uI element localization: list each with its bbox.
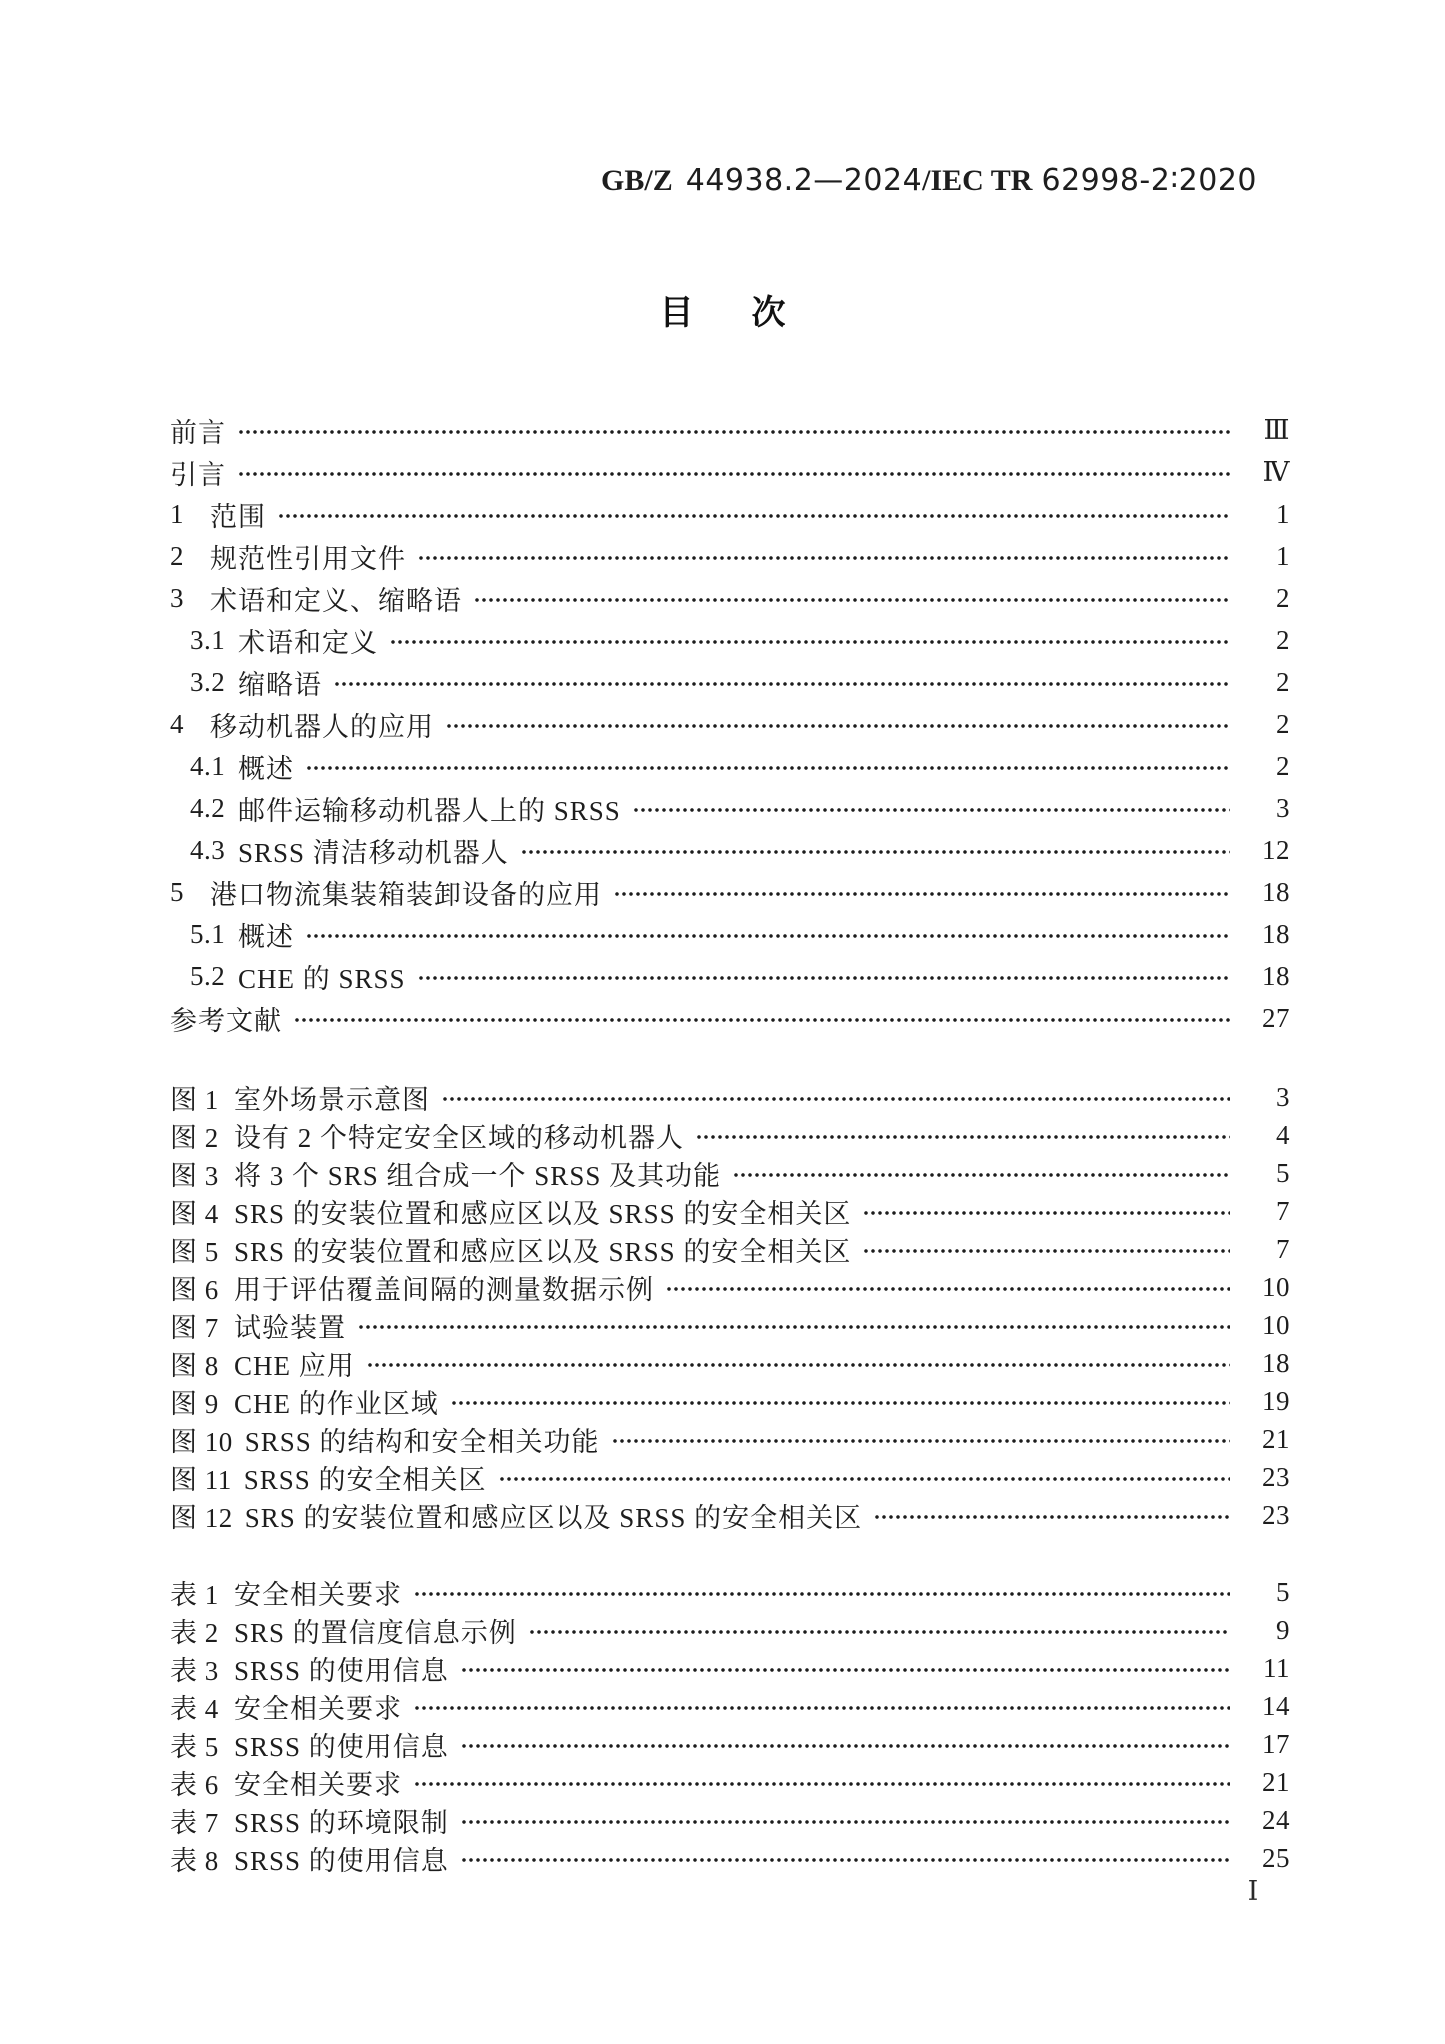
toc-entry bbox=[170, 997, 1290, 1039]
entry-number: 4.2 bbox=[190, 792, 226, 823]
figure-entry bbox=[170, 1230, 1290, 1268]
standard-number-part: GB/Z bbox=[601, 164, 673, 197]
entry-label: SRSS 清洁移动机器人 bbox=[238, 837, 509, 868]
figure-entry bbox=[170, 1306, 1290, 1344]
figure-entry bbox=[170, 1496, 1290, 1534]
dot-leader bbox=[418, 975, 1230, 981]
dot-leader bbox=[461, 1819, 1230, 1825]
entry-number: 2 bbox=[170, 540, 184, 571]
entry-label: 安全相关要求 bbox=[234, 1693, 402, 1724]
entry-label: CHE 应用 bbox=[234, 1350, 355, 1381]
entry-page: 2 bbox=[1276, 582, 1290, 613]
entry-page: 24 bbox=[1262, 1804, 1290, 1835]
entry-number: 图 6 bbox=[170, 1274, 219, 1305]
figure-entry bbox=[170, 1116, 1290, 1154]
dot-leader bbox=[499, 1476, 1230, 1482]
standard-number-part: /IEC TR bbox=[922, 164, 1033, 197]
entry-page: 18 bbox=[1262, 960, 1290, 991]
figure-entry bbox=[170, 1344, 1290, 1382]
toc-entry bbox=[170, 955, 1290, 997]
dot-leader bbox=[863, 1248, 1230, 1254]
entry-number: 5.2 bbox=[190, 960, 226, 991]
dot-leader bbox=[238, 429, 1230, 435]
entry-page: 9 bbox=[1276, 1614, 1290, 1645]
entry-number: 3.2 bbox=[190, 666, 226, 697]
page-title bbox=[0, 292, 1445, 334]
dot-leader bbox=[529, 1629, 1230, 1635]
figure-entry bbox=[170, 1458, 1290, 1496]
entry-number: 图 10 bbox=[170, 1426, 233, 1457]
dot-leader bbox=[451, 1400, 1230, 1406]
dot-leader bbox=[521, 849, 1230, 855]
table-entry bbox=[170, 1801, 1290, 1839]
dot-leader bbox=[461, 1743, 1230, 1749]
entry-number: 图 8 bbox=[170, 1350, 219, 1381]
entry-label: SRSS 的环境限制 bbox=[234, 1807, 449, 1838]
entry-page: 2 bbox=[1276, 624, 1290, 655]
toc-entry bbox=[170, 577, 1290, 619]
table-entry bbox=[170, 1649, 1290, 1687]
dot-leader bbox=[390, 639, 1230, 645]
entry-number: 1 bbox=[170, 498, 184, 529]
toc-entry bbox=[170, 829, 1290, 871]
entry-page: 19 bbox=[1262, 1385, 1290, 1416]
toc-sections-list bbox=[170, 409, 1290, 1039]
toc-tables-list bbox=[170, 1573, 1290, 1877]
standard-number-part: 62998-2∶2020 bbox=[1041, 163, 1257, 198]
entry-number: 5 bbox=[170, 876, 184, 907]
dot-leader bbox=[294, 1017, 1230, 1023]
page-title-char: 次 bbox=[751, 293, 786, 333]
standard-number-part: 44938.2—2024 bbox=[685, 163, 923, 198]
entry-page: 5 bbox=[1276, 1576, 1290, 1607]
entry-number: 表 8 bbox=[170, 1845, 219, 1876]
entry-label: 安全相关要求 bbox=[234, 1769, 402, 1800]
entry-label: SRS 的置信度信息示例 bbox=[234, 1617, 517, 1648]
entry-page: 23 bbox=[1262, 1499, 1290, 1530]
dot-leader bbox=[306, 933, 1230, 939]
entry-label: 邮件运输移动机器人上的 SRSS bbox=[238, 795, 621, 826]
dot-leader bbox=[461, 1667, 1230, 1673]
entry-label: 将 3 个 SRS 组合成一个 SRSS 及其功能 bbox=[234, 1160, 722, 1191]
dot-leader bbox=[874, 1514, 1230, 1520]
folio-page-number: Ⅰ bbox=[1247, 1876, 1259, 1906]
entry-page: 5 bbox=[1276, 1157, 1290, 1188]
toc-entry bbox=[170, 703, 1290, 745]
toc-entry bbox=[170, 787, 1290, 829]
entry-page: 1 bbox=[1276, 498, 1290, 529]
entry-page: 18 bbox=[1262, 918, 1290, 949]
toc-entry bbox=[170, 913, 1290, 955]
entry-number: 表 4 bbox=[170, 1693, 219, 1724]
figure-entry bbox=[170, 1192, 1290, 1230]
dot-leader bbox=[367, 1362, 1230, 1368]
entry-number: 4 bbox=[170, 708, 184, 739]
dot-leader bbox=[633, 807, 1230, 813]
entry-page: 7 bbox=[1276, 1195, 1290, 1226]
entry-label: CHE 的作业区域 bbox=[234, 1388, 439, 1419]
entry-page: 21 bbox=[1262, 1766, 1290, 1797]
entry-label: 设有 2 个特定安全区域的移动机器人 bbox=[234, 1122, 684, 1153]
entry-number: 图 1 bbox=[170, 1084, 219, 1115]
entry-label: 用于评估覆盖间隔的测量数据示例 bbox=[234, 1274, 654, 1305]
entry-label: 试验装置 bbox=[234, 1312, 346, 1343]
dot-leader bbox=[414, 1591, 1230, 1597]
entry-page: 2 bbox=[1276, 666, 1290, 697]
entry-page: 1 bbox=[1276, 540, 1290, 571]
entry-label: SRSS 的安全相关区 bbox=[243, 1464, 487, 1495]
entry-label: 术语和定义 bbox=[238, 627, 378, 658]
entry-number: 表 2 bbox=[170, 1617, 219, 1648]
entry-number: 表 6 bbox=[170, 1769, 219, 1800]
entry-label: 引言 bbox=[170, 459, 226, 490]
figure-entry bbox=[170, 1382, 1290, 1420]
table-entry bbox=[170, 1573, 1290, 1611]
entry-page: 2 bbox=[1276, 708, 1290, 739]
toc-entry bbox=[170, 535, 1290, 577]
toc-entry bbox=[170, 619, 1290, 661]
toc-figures-list bbox=[170, 1078, 1290, 1534]
toc-entry bbox=[170, 493, 1290, 535]
entry-number: 图 3 bbox=[170, 1160, 219, 1191]
dot-leader bbox=[334, 681, 1230, 687]
entry-label: 缩略语 bbox=[238, 669, 322, 700]
entry-number: 3.1 bbox=[190, 624, 226, 655]
entry-page: 4 bbox=[1276, 1119, 1290, 1150]
figure-entry bbox=[170, 1268, 1290, 1306]
entry-label: 港口物流集装箱装卸设备的应用 bbox=[210, 879, 602, 910]
entry-page: 25 bbox=[1262, 1842, 1290, 1873]
entry-page: 2 bbox=[1276, 750, 1290, 781]
entry-number: 表 7 bbox=[170, 1807, 219, 1838]
dot-leader bbox=[446, 723, 1230, 729]
dot-leader bbox=[278, 513, 1230, 519]
dot-leader bbox=[238, 471, 1230, 477]
entry-label: SRSS 的使用信息 bbox=[234, 1731, 449, 1762]
figure-entry bbox=[170, 1078, 1290, 1116]
entry-page: 21 bbox=[1262, 1423, 1290, 1454]
entry-number: 图 11 bbox=[170, 1464, 232, 1495]
table-entry bbox=[170, 1725, 1290, 1763]
entry-number: 3 bbox=[170, 582, 184, 613]
dot-leader bbox=[442, 1096, 1230, 1102]
dot-leader bbox=[358, 1324, 1230, 1330]
entry-label: SRSS 的使用信息 bbox=[234, 1845, 449, 1876]
toc-entry bbox=[170, 451, 1290, 493]
dot-leader bbox=[414, 1781, 1230, 1787]
table-entry bbox=[170, 1687, 1290, 1725]
entry-label: SRSS 的使用信息 bbox=[234, 1655, 449, 1686]
dot-leader bbox=[414, 1705, 1230, 1711]
dot-leader bbox=[612, 1438, 1230, 1444]
table-entry bbox=[170, 1839, 1290, 1877]
entry-label: 术语和定义、缩略语 bbox=[210, 585, 462, 616]
entry-label: 范围 bbox=[210, 501, 266, 532]
figure-entry bbox=[170, 1154, 1290, 1192]
entry-label: SRS 的安装位置和感应区以及 SRSS 的安全相关区 bbox=[234, 1198, 852, 1229]
table-entry bbox=[170, 1763, 1290, 1801]
entry-page: 14 bbox=[1262, 1690, 1290, 1721]
standard-number-header bbox=[0, 163, 1257, 199]
entry-number: 图 12 bbox=[170, 1502, 233, 1533]
entry-page: 7 bbox=[1276, 1233, 1290, 1264]
dot-leader bbox=[474, 597, 1230, 603]
entry-page: 3 bbox=[1276, 792, 1290, 823]
entry-number: 5.1 bbox=[190, 918, 226, 949]
entry-label: 前言 bbox=[170, 417, 226, 448]
dot-leader bbox=[461, 1857, 1230, 1863]
table-entry bbox=[170, 1611, 1290, 1649]
entry-number: 图 7 bbox=[170, 1312, 219, 1343]
entry-number: 图 9 bbox=[170, 1388, 219, 1419]
dot-leader bbox=[418, 555, 1230, 561]
toc-entry bbox=[170, 409, 1290, 451]
dot-leader bbox=[863, 1210, 1230, 1216]
entry-page: 23 bbox=[1262, 1461, 1290, 1492]
entry-label: SRSS 的结构和安全相关功能 bbox=[244, 1426, 600, 1457]
entry-page: 27 bbox=[1262, 1002, 1290, 1033]
entry-number: 4.1 bbox=[190, 750, 226, 781]
entry-page: 17 bbox=[1262, 1728, 1290, 1759]
entry-page: 10 bbox=[1262, 1309, 1290, 1340]
dot-leader bbox=[666, 1286, 1230, 1292]
figure-entry bbox=[170, 1420, 1290, 1458]
dot-leader bbox=[733, 1172, 1230, 1178]
entry-number: 表 5 bbox=[170, 1731, 219, 1762]
entry-label: 参考文献 bbox=[170, 1005, 282, 1036]
entry-page: 3 bbox=[1276, 1081, 1290, 1112]
entry-label: 室外场景示意图 bbox=[234, 1084, 430, 1115]
entry-number: 表 3 bbox=[170, 1655, 219, 1686]
entry-page: 10 bbox=[1262, 1271, 1290, 1302]
entry-label: CHE 的 SRSS bbox=[238, 963, 406, 994]
dot-leader bbox=[696, 1134, 1230, 1140]
entry-label: 概述 bbox=[238, 921, 294, 952]
entry-page: 18 bbox=[1262, 876, 1290, 907]
page-title-char: 目 bbox=[659, 293, 694, 333]
toc-entry bbox=[170, 745, 1290, 787]
entry-label: 概述 bbox=[238, 753, 294, 784]
toc-entry bbox=[170, 661, 1290, 703]
dot-leader bbox=[306, 765, 1230, 771]
entry-page: 18 bbox=[1262, 1347, 1290, 1378]
entry-page: Ⅲ bbox=[1263, 414, 1290, 445]
entry-number: 图 4 bbox=[170, 1198, 219, 1229]
entry-label: 移动机器人的应用 bbox=[210, 711, 434, 742]
entry-page: Ⅳ bbox=[1262, 456, 1290, 487]
entry-label: SRS 的安装位置和感应区以及 SRSS 的安全相关区 bbox=[244, 1502, 863, 1533]
entry-label: 安全相关要求 bbox=[234, 1579, 402, 1610]
entry-label: SRS 的安装位置和感应区以及 SRSS 的安全相关区 bbox=[234, 1236, 852, 1267]
toc-entry bbox=[170, 871, 1290, 913]
entry-page: 12 bbox=[1262, 834, 1290, 865]
entry-page: 11 bbox=[1263, 1652, 1290, 1683]
dot-leader bbox=[614, 891, 1230, 897]
entry-label: 规范性引用文件 bbox=[210, 543, 406, 574]
entry-number: 图 5 bbox=[170, 1236, 219, 1267]
entry-number: 图 2 bbox=[170, 1122, 219, 1153]
entry-number: 表 1 bbox=[170, 1579, 219, 1610]
entry-number: 4.3 bbox=[190, 834, 226, 865]
